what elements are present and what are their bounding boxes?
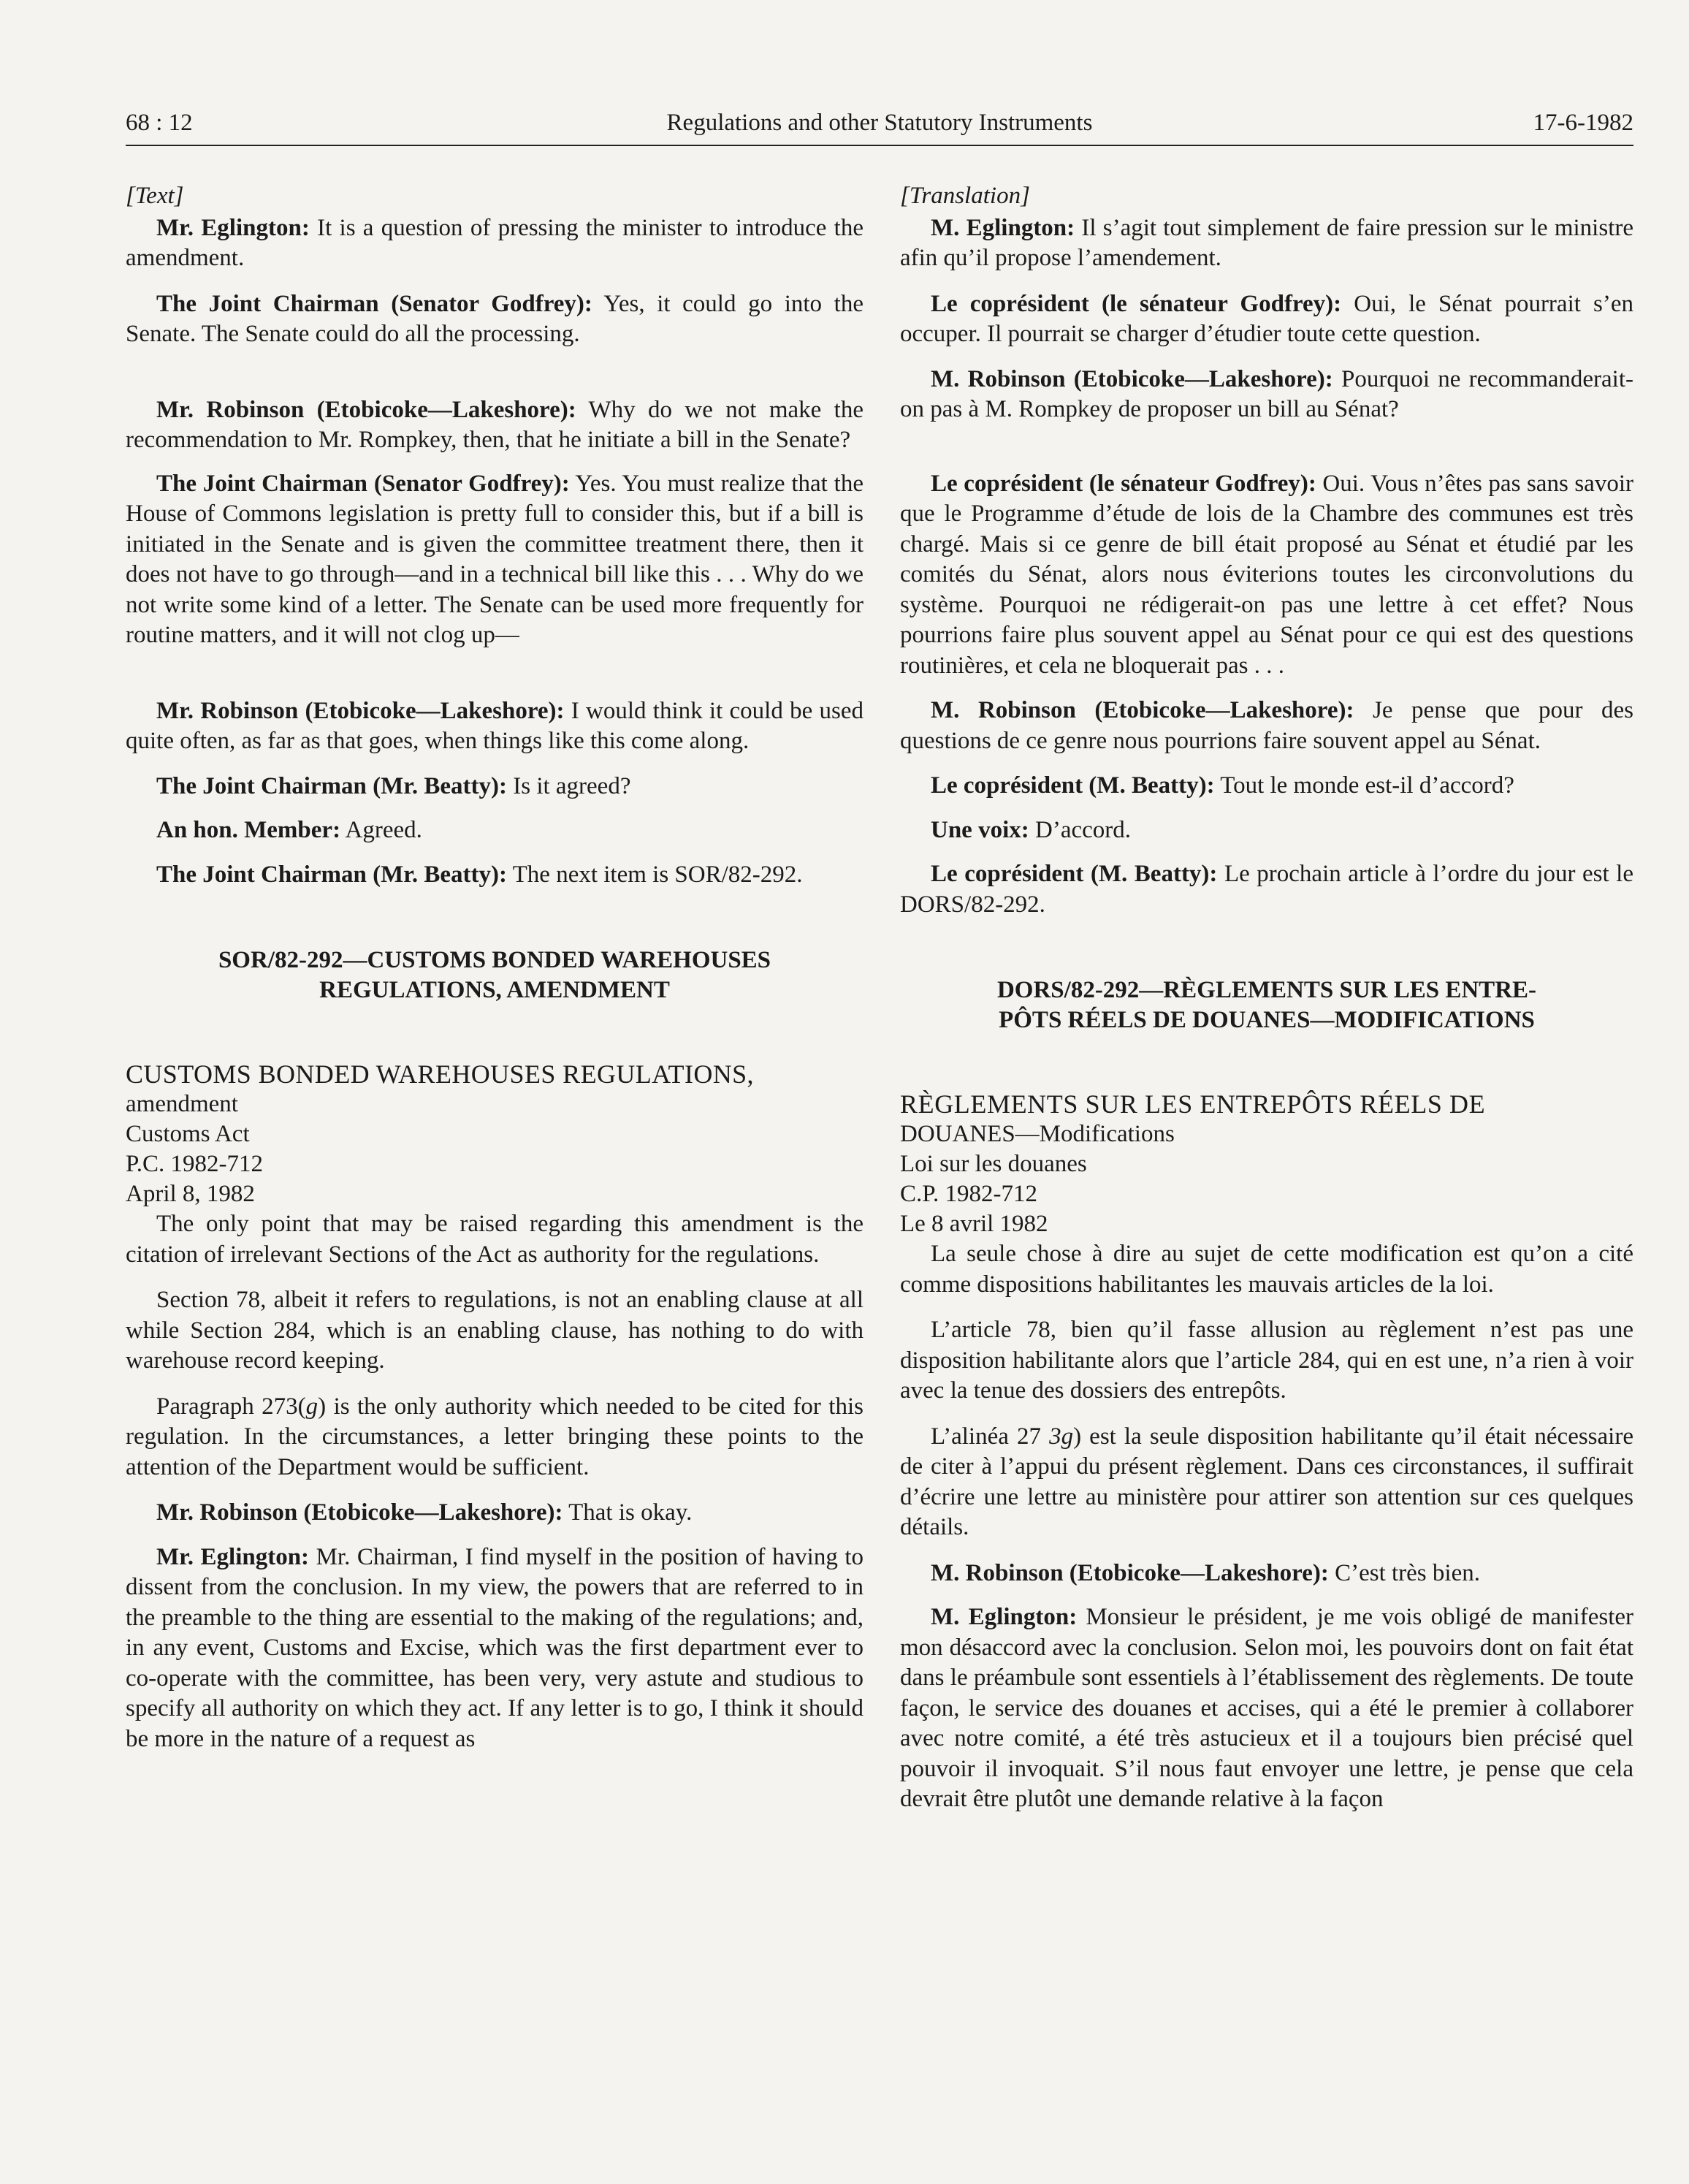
translation-tag: [Translation] bbox=[900, 183, 1030, 209]
speech: Il s’agit tout simplement de faire pression sur le ministre afin qu’il propose l’amendement. bbox=[900, 214, 1633, 271]
paragraph: La seule chose à dire au sujet de cette modification est qu’on a cité comme dispositions habilitantes les mauvais articles de la loi. bbox=[900, 1241, 1633, 1298]
speech: Mr. Chairman, I find myself in the position of having to dissent from the conclusion. In my view, the powers that are referred to in the preamble to the thing are essential to the making of the regulations; and, in any event, Customs and Excise, which was the first department ever to co-operate with the committee, has been very, very astute and studious to specify all authority on which they act. If any letter is to go, I think it should be more in the nature of a request as bbox=[126, 1543, 863, 1752]
paragraph bbox=[126, 1498, 863, 1529]
regulation-pc: P.C. 1982-712 bbox=[126, 1151, 263, 1177]
heading-line: REGULATIONS, AMENDMENT bbox=[319, 977, 670, 1003]
text-run: Paragraph 273( bbox=[156, 1393, 306, 1420]
regulation-citation bbox=[126, 1059, 863, 1209]
paragraph bbox=[900, 213, 1633, 274]
text-run: 3g bbox=[1049, 1423, 1074, 1450]
paragraph bbox=[126, 1542, 863, 1755]
text-run: ) est la seule disposition habilitante qu’il était nécessaire de citer à l’appui du présent règlement. Dans ces circonstances, il suffirait d’écrire une lettre au ministère pour attirer son attention sur ces quelques détails. bbox=[900, 1423, 1633, 1540]
speech: Yes. You must realize that the House of Commons legislation is pretty full to consider this, but if a bill is initiated in the Senate and is given the committee treatment there, then it does not have to go through—and in a technical bill like this . . . Why do we not write some kind of a letter. The Senate can be used more frequently for routine matters, and it will not clog up— bbox=[126, 470, 863, 648]
paragraph bbox=[126, 395, 863, 456]
text-run: ) is the only authority which needed to be cited for this regulation. In the circumstances, a letter bringing these points to the attention of the Department would be sufficient. bbox=[126, 1393, 863, 1480]
paragraph bbox=[900, 771, 1633, 802]
speech: Monsieur le président, je me vois obligé de manifester mon désaccord avec la conclusion. Selon moi, les pouvoirs dont on fait état dans le préambule sont essentiels à l’établissement des règlements. De toute façon, le service des douanes et accises, qui a été le premier à collaborer avec notre comité, a été très astucieux et il a toujours bien précisé quel pouvoir il invoquait. S’il nous faut envoyer une lettre, je pense que cela devrait être plutôt une demande relative à la façon bbox=[900, 1604, 1633, 1812]
speaker: M. Robinson (Etobicoke—Lakeshore): bbox=[931, 697, 1354, 723]
paragraph bbox=[126, 815, 863, 846]
paragraph bbox=[126, 696, 863, 757]
paragraph bbox=[900, 1559, 1633, 1589]
paragraph bbox=[900, 1422, 1633, 1543]
speech: Why do we not make the recommendation to Mr. Rompkey, then, that he initiate a bill in the Senate? bbox=[126, 396, 863, 453]
speaker: Le coprésident (le sénateur Godfrey): bbox=[931, 290, 1342, 317]
heading-line: PÔTS RÉELS DE DOUANES—MODIFICATIONS bbox=[999, 1007, 1535, 1033]
paragraph: The only point that may be raised regarding this amendment is the citation of irrelevant Sections of the Act as authority for the regulations. bbox=[126, 1211, 863, 1268]
speaker: Mr. Eglington: bbox=[156, 214, 310, 241]
regulation-subtitle: DOUANES—Modifications bbox=[900, 1121, 1175, 1147]
speaker: The Joint Chairman (Mr. Beatty): bbox=[156, 861, 507, 888]
speech: D’accord. bbox=[1029, 816, 1132, 843]
paragraph: Section 78, albeit it refers to regulations, is not an enabling clause at all while Section 284, which is an enabling clause, has nothing to do with warehouse record keeping. bbox=[126, 1287, 863, 1374]
regulation-pc: C.P. 1982-712 bbox=[900, 1181, 1037, 1207]
speaker: The Joint Chairman (Senator Godfrey): bbox=[156, 290, 592, 317]
header-date: 17-6-1982 bbox=[1533, 110, 1633, 136]
paragraph bbox=[126, 860, 863, 891]
speech: I would think it could be used quite often, as far as that goes, when things like this come along. bbox=[126, 697, 863, 754]
speech: Is it agreed? bbox=[506, 772, 631, 799]
text-run: g bbox=[305, 1393, 319, 1420]
speaker: The Joint Chairman (Mr. Beatty): bbox=[156, 772, 507, 799]
regulation-date: April 8, 1982 bbox=[126, 1181, 255, 1207]
speaker: The Joint Chairman (Senator Godfrey): bbox=[156, 470, 570, 497]
paragraph bbox=[900, 696, 1633, 756]
regulation-title: CUSTOMS BONDED WAREHOUSES REGULATIONS, bbox=[126, 1059, 754, 1089]
paragraph: L’article 78, bien qu’il fasse allusion au règlement n’est pas une disposition habilitante alors que l’article 284, qui en est une, n’a rien à voir avec la tenue des dossiers des entrepôts. bbox=[900, 1317, 1633, 1404]
regulation-act: Customs Act bbox=[126, 1121, 250, 1147]
speaker: Mr. Robinson (Etobicoke—Lakeshore): bbox=[156, 1499, 563, 1526]
paragraph bbox=[126, 1392, 863, 1483]
speech: Le prochain article à l’ordre du jour est le DORS/82-292. bbox=[900, 861, 1633, 918]
text-run: L’alinéa 27 bbox=[931, 1423, 1050, 1450]
speech: Je pense que pour des questions de ce genre nous pourrions faire souvent appel au Sénat. bbox=[900, 697, 1633, 754]
speech: The next item is SOR/82-292. bbox=[506, 861, 803, 888]
speech: That is okay. bbox=[563, 1499, 693, 1526]
speech: Yes, it could go into the Senate. The Senate could do all the processing. bbox=[126, 290, 863, 347]
paragraph bbox=[900, 1602, 1633, 1815]
paragraph bbox=[126, 469, 863, 651]
speaker: M. Robinson (Etobicoke—Lakeshore): bbox=[931, 1559, 1329, 1586]
speaker: M. Eglington: bbox=[931, 214, 1075, 241]
speaker: Le coprésident (M. Beatty): bbox=[931, 861, 1218, 887]
running-title: Regulations and other Statutory Instruments bbox=[666, 110, 1093, 136]
speaker: Une voix: bbox=[931, 816, 1029, 843]
heading-line: SOR/82-292—CUSTOMS BONDED WAREHOUSES bbox=[218, 947, 771, 973]
heading-line: DORS/82-292—RÈGLEMENTS SUR LES ENTRE- bbox=[996, 977, 1537, 1003]
paragraph bbox=[900, 815, 1633, 846]
paragraph bbox=[126, 772, 863, 802]
speaker: Le coprésident (le sénateur Godfrey): bbox=[931, 470, 1316, 497]
section-heading bbox=[126, 945, 863, 1005]
regulation-date: Le 8 avril 1982 bbox=[900, 1211, 1048, 1237]
regulation-subtitle: amendment bbox=[126, 1091, 238, 1117]
regulation-citation bbox=[900, 1089, 1633, 1239]
paragraph bbox=[900, 289, 1633, 350]
speaker: Mr. Robinson (Etobicoke—Lakeshore): bbox=[156, 697, 565, 724]
speech: It is a question of pressing the minister to introduce the amendment. bbox=[126, 214, 863, 271]
page-number: 68 : 12 bbox=[126, 110, 193, 136]
paragraph bbox=[126, 289, 863, 350]
speech: Oui. Vous n’êtes pas sans savoir que le Programme d’étude de lois de la Chambre des communes est très chargé. Mais si ce genre de bill était proposé au Sénat et étudié par les comités du Sénat, alors nous éviterions toutes les circonvolutions du système. Pourquoi ne rédigerait-on pas une lettre à cet effet? Nous pourrions faire plus souvent appel au Sénat pour ce qui est des questions routinières, et cela ne bloquerait pas . . . bbox=[900, 470, 1633, 679]
paragraph bbox=[900, 365, 1633, 425]
speaker: Mr. Robinson (Etobicoke—Lakeshore): bbox=[156, 396, 576, 423]
section-heading bbox=[900, 975, 1633, 1035]
speaker: M. Robinson (Etobicoke—Lakeshore): bbox=[931, 365, 1333, 392]
speaker: An hon. Member: bbox=[156, 817, 341, 843]
page-header bbox=[126, 110, 1633, 146]
speech: C’est très bien. bbox=[1328, 1559, 1480, 1586]
speech: Oui, le Sénat pourrait s’en occuper. Il pourrait se charger d’étudier toute cette question. bbox=[900, 290, 1633, 347]
speech: Agreed. bbox=[340, 817, 422, 843]
regulation-act: Loi sur les douanes bbox=[900, 1151, 1087, 1177]
regulation-title: RÈGLEMENTS SUR LES ENTREPÔTS RÉELS DE bbox=[900, 1089, 1486, 1119]
speech: Pourquoi ne recommanderait-on pas à M. Rompkey de proposer un bill au Sénat? bbox=[900, 365, 1633, 422]
english-column bbox=[126, 181, 863, 1754]
french-column bbox=[900, 181, 1633, 1815]
speaker: Le coprésident (M. Beatty): bbox=[931, 772, 1215, 799]
speaker: Mr. Eglington: bbox=[156, 1543, 310, 1570]
paragraph bbox=[126, 213, 863, 274]
text-tag: [Text] bbox=[126, 183, 184, 209]
speech: Tout le monde est-il d’accord? bbox=[1214, 772, 1514, 799]
speaker: M. Eglington: bbox=[931, 1604, 1078, 1630]
paragraph bbox=[900, 469, 1633, 682]
paragraph bbox=[900, 859, 1633, 920]
